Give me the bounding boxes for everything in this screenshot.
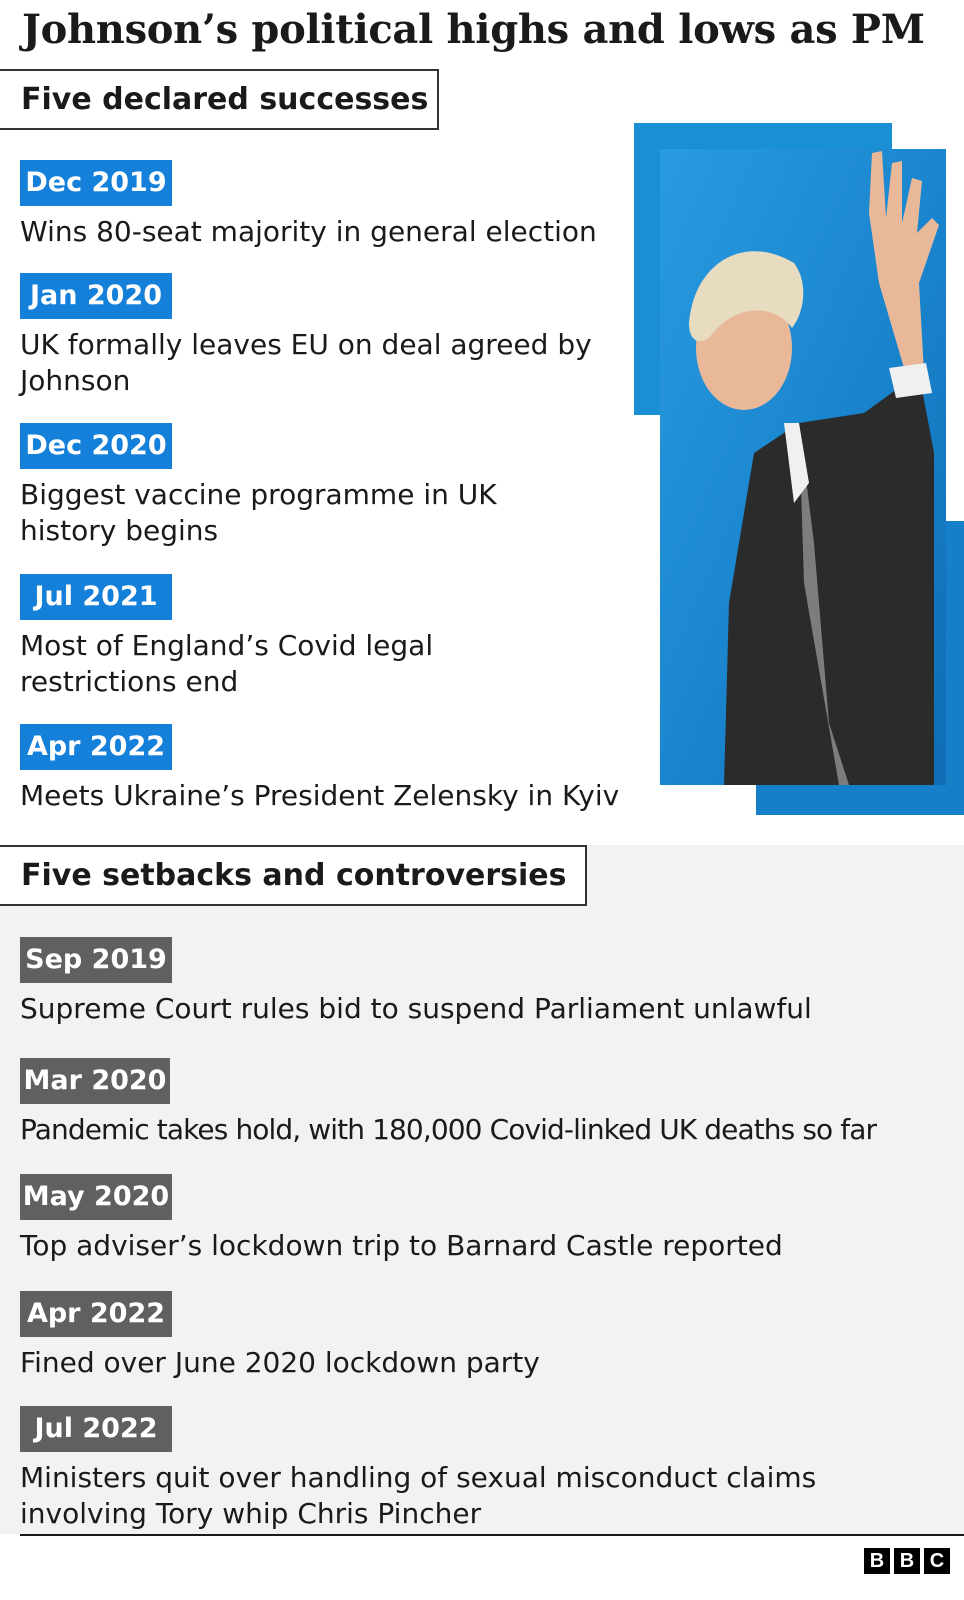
bbc-logo [864,1548,950,1574]
item-description: Supreme Court rules bid to suspend Parliament unlawful [20,992,812,1025]
item-description: Top adviser’s lockdown trip to Barnard Castle reported [20,1229,783,1262]
item-description: Wins 80-seat majority in general election [20,215,597,248]
item-description: Fined over June 2020 lockdown party [20,1346,540,1379]
date-badge: Apr 2022 [20,1291,172,1337]
success-item [20,423,530,549]
date-badge: Jul 2021 [20,574,172,620]
date-badge: Dec 2019 [20,160,172,206]
success-item [20,160,620,250]
page-title: Johnson’s political highs and lows as PM [22,6,925,53]
logo-letter: B [894,1548,920,1574]
setback-item [20,1174,940,1264]
item-description: Meets Ukraine’s President Zelensky in Kyiv [20,779,620,812]
success-item [20,574,480,700]
setbacks-header: Five setbacks and controversies [0,845,587,906]
item-description: Most of England’s Covid legal restrictions end [20,629,434,698]
item-description: Biggest vaccine programme in UK history begins [20,478,497,547]
date-badge: Jul 2022 [20,1406,172,1452]
success-item [20,273,620,399]
footer-divider [20,1534,964,1536]
date-badge: Sep 2019 [20,937,172,983]
item-description: Pandemic takes hold, with 180,000 Covid-linked UK deaths so far [20,1113,877,1146]
date-badge: Apr 2022 [20,724,172,770]
logo-letter: B [864,1548,890,1574]
date-badge: Mar 2020 [20,1058,170,1104]
date-badge: Jan 2020 [20,273,172,319]
logo-letter: C [924,1548,950,1574]
johnson-photo [634,123,964,815]
setback-item [20,1291,940,1381]
date-badge: Dec 2020 [20,423,172,469]
setback-item [20,937,940,1027]
setback-item [20,1406,860,1532]
date-badge: May 2020 [20,1174,172,1220]
setback-item [20,1058,944,1148]
item-description: Ministers quit over handling of sexual misconduct claims involving Tory whip Chris Pincher [20,1461,817,1530]
successes-header: Five declared successes [0,69,439,130]
item-description: UK formally leaves EU on deal agreed by Johnson [20,328,592,397]
success-item [20,724,640,814]
